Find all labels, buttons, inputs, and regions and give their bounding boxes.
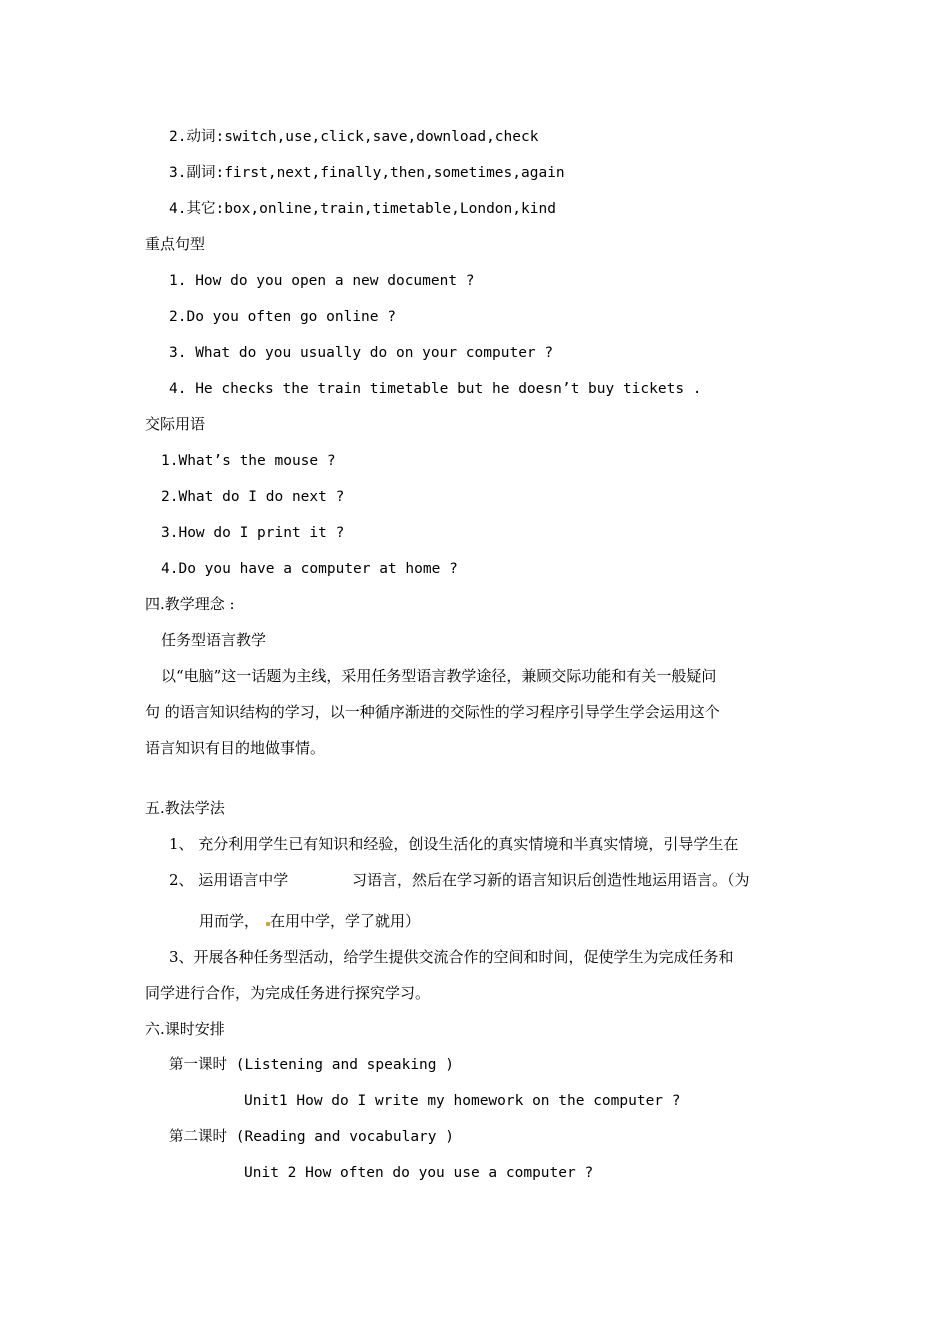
lesson-1-unit: Unit1 How do I write my homework on the computer ? <box>244 1093 681 1109</box>
key-sentence-item: 3. What do you usually do on your computer ? <box>169 345 554 361</box>
lesson-2-unit: Unit 2 How often do you use a computer ? <box>244 1165 594 1181</box>
communication-heading: 交际用语 <box>145 415 206 433</box>
section4-subtitle: 任务型语言教学 <box>161 631 267 649</box>
vocab-others: 4.其它:box,online,train,timetable,London,kind <box>169 201 556 217</box>
section5-item-2-cont: 习语言，然后在学习新的语言知识后创造性地运用语言。（为 <box>352 871 750 889</box>
lesson-1: 第一课时 (Listening and speaking ) <box>169 1057 454 1073</box>
section5-item-2-start: 2、 运用语言中学 <box>169 871 289 889</box>
key-sentence-item: 2.Do you often go online ? <box>169 309 396 325</box>
section4-paragraph-line: 语言知识有目的地做事情。 <box>145 739 326 757</box>
communication-item: 1.What’s the mouse ? <box>161 453 336 469</box>
vocab-verbs: 2.动词:switch,use,click,save,download,check <box>169 129 539 145</box>
communication-item: 4.Do you have a computer at home ? <box>161 561 458 577</box>
key-sentences-heading: 重点句型 <box>145 235 206 253</box>
section4-heading: 四.教学理念 : <box>145 595 235 613</box>
section5-item-2-line2-b: 在用中学，学了就用） <box>270 912 421 930</box>
section5-item-3-line1: 3、开展各种任务型活动，给学生提供交流合作的空间和时间，促使学生为完成任务和 <box>169 948 734 966</box>
section5-heading: 五.教法学法 <box>145 799 225 817</box>
key-sentence-item: 1. How do you open a new document ? <box>169 273 475 289</box>
section5-item-2-line2-a: 用而学， <box>199 912 260 930</box>
section4-paragraph-line: 句 的语言知识结构的学习，以一种循序渐进的交际性的学习程序引导学生学会运用这个 <box>145 703 720 721</box>
communication-item: 3.How do I print it ? <box>161 525 345 541</box>
communication-item: 2.What do I do next ? <box>161 489 345 505</box>
section5-item-1: 1、 充分利用学生已有知识和经验，创设生活化的真实情境和半真实情境，引导学生在 <box>169 835 739 853</box>
key-sentence-item: 4. He checks the train timetable but he doesn’t buy tickets . <box>169 381 702 397</box>
section6-heading: 六.课时安排 <box>145 1020 225 1038</box>
section4-paragraph-line: 以“电脑”这一话题为主线，采用任务型语言教学途径，兼顾交际功能和有关一般疑问 <box>161 667 717 685</box>
lesson-2: 第二课时 (Reading and vocabulary ) <box>169 1129 454 1145</box>
section5-item-3-line2: 同学进行合作，为完成任务进行探究学习。 <box>145 984 431 1002</box>
vocab-adverbs: 3.副词:first,next,finally,then,sometimes,again <box>169 165 565 181</box>
